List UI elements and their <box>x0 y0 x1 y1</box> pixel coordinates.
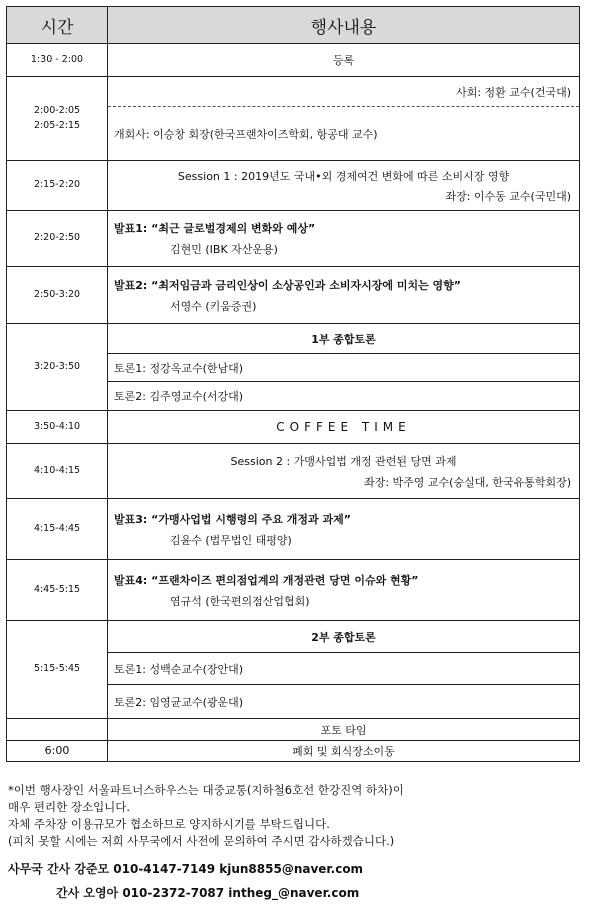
presentation-3-title: 발표3: “가맹사업법 시행령의 주요 개정과 과제” <box>114 512 351 526</box>
time-cell: 2:20-2:50 <box>7 211 108 267</box>
closing: 폐회 및 회식장소이동 <box>108 741 580 762</box>
time-a: 2:00-2:05 <box>33 105 81 117</box>
discussant-4: 토론2: 임영균교수(광운대) <box>108 685 580 719</box>
registration: 등록 <box>108 44 580 77</box>
discussant-2: 토론2: 김주영교수(서강대) <box>108 382 580 411</box>
note-line: *이번 행사장인 서울파트너스하우스는 대중교통(지하철6호선 한강진역 하차)이 <box>8 783 404 797</box>
note-line: 매우 편리한 장소입니다. <box>8 800 131 814</box>
table-row <box>7 719 580 741</box>
header-row <box>7 7 580 44</box>
header-content: 행사내용 <box>108 7 580 44</box>
time-cell: 3:20-3:50 <box>7 324 108 411</box>
session-1-chair: 좌장: 이수동 교수(국민대) <box>445 189 571 203</box>
time-cell: 4:10-4:15 <box>7 444 108 499</box>
time-cell: 4:45-5:15 <box>7 560 108 621</box>
opening-remarks: 개회사: 이승창 회장(한국프랜차이즈학회, 항공대 교수) <box>108 107 580 161</box>
table-row <box>7 741 580 762</box>
presentation-2-title: 발표2: “최저임금과 금리인상이 소상공인과 소비자시장에 미치는 영향” <box>114 278 462 292</box>
table-row <box>7 444 580 499</box>
time-cell <box>7 77 108 161</box>
time-cell: 4:15-4:45 <box>7 499 108 560</box>
note-line: (피치 못할 시에는 저희 사무국에서 사전에 문의하여 주시면 감사하겠습니다.) <box>8 834 395 848</box>
table-row <box>7 44 580 77</box>
time-cell: 6:00 <box>7 741 108 762</box>
contact-1: 사무국 간사 강준모 010-4147-7149 kjun8855@naver.com <box>8 862 364 876</box>
discussant-1: 토론1: 정강옥교수(한남대) <box>108 354 580 382</box>
presentation-1-title: 발표1: “최근 글로벌경제의 변화와 예상” <box>114 222 316 235</box>
table-row <box>7 77 580 107</box>
time-cell: 2:50-3:20 <box>7 267 108 324</box>
presentation-4 <box>108 560 580 621</box>
presentation-4-title: 발표4: “프랜차이즈 편의점업계의 개정관련 당면 이슈와 현황” <box>114 573 419 587</box>
session-2-chair: 좌장: 박주영 교수(숭실대, 한국유통학회장) <box>364 475 571 489</box>
presentation-1-speaker: 김현민 (IBK 자산운용) <box>170 243 278 256</box>
table-row <box>7 267 580 324</box>
host: 사회: 정환 교수(건국대) <box>108 77 580 107</box>
time-cell: 5:15-5:45 <box>7 621 108 719</box>
discussant-3: 토론1: 성백순교수(장안대) <box>108 653 580 685</box>
session-2 <box>108 444 580 499</box>
table-row <box>7 161 580 211</box>
discussion-2-title: 2부 종합토론 <box>108 621 580 653</box>
header-time: 시간 <box>7 7 108 44</box>
contact-2: 간사 오영아 010-2372-7087 intheg_@naver.com <box>56 886 360 900</box>
coffee-time: COFFEE TIME <box>108 411 580 444</box>
presentation-2 <box>108 267 580 324</box>
table-row <box>7 411 580 444</box>
session-2-title: Session 2 : 가맹사업법 개정 관련된 당면 과제 <box>230 454 457 468</box>
table-row <box>7 560 580 621</box>
schedule-table <box>6 6 580 762</box>
table-row <box>7 211 580 267</box>
session-1-title: Session 1 : 2019년도 국내•외 경제여건 변화에 따른 소비시장 영향 <box>177 169 510 183</box>
presentation-4-speaker: 염규석 (한국편의점산업협회) <box>170 594 310 608</box>
time-cell: 1:30 - 2:00 <box>7 44 108 77</box>
time-cell: 2:15-2:20 <box>7 161 108 211</box>
notes <box>8 782 583 850</box>
presentation-1 <box>108 211 580 267</box>
note-line: 자체 주차장 이용규모가 협소하므로 양지하시기를 부탁드립니다. <box>8 817 330 831</box>
discussion-1-title: 1부 종합토론 <box>108 324 580 354</box>
table-row <box>7 621 580 653</box>
table-row <box>7 324 580 354</box>
time-b: 2:05-2:15 <box>33 119 81 131</box>
presentation-2-speaker: 서영수 (키움증권) <box>170 299 257 313</box>
time-cell: 3:50-4:10 <box>7 411 108 444</box>
table-row <box>7 499 580 560</box>
session-1 <box>108 161 580 211</box>
presentation-3-speaker: 김윤수 (법무법인 태평양) <box>170 533 292 547</box>
photo-time: 포토 타임 <box>108 719 580 741</box>
presentation-3 <box>108 499 580 560</box>
time-cell <box>7 719 108 741</box>
